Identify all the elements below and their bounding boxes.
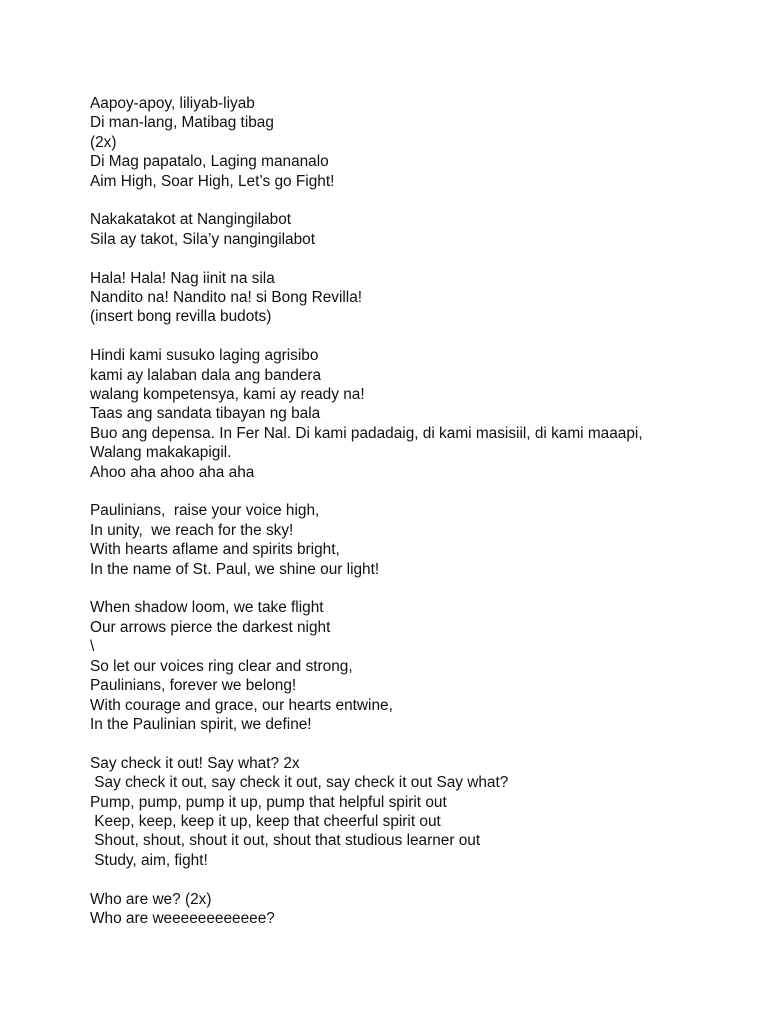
lyric-line: Pump, pump, pump it up, pump that helpful spirit out bbox=[90, 793, 447, 811]
lyric-line: With courage and grace, our hearts entwine, bbox=[90, 696, 393, 714]
stanza bbox=[90, 754, 750, 870]
lyric-line: Di man-lang, Matibag tibag bbox=[90, 114, 274, 132]
lyric-line: Nandito na! Nandito na! si Bong Revilla! bbox=[90, 289, 363, 307]
stanza bbox=[90, 94, 750, 191]
lyric-line: With hearts aflame and spirits bright, bbox=[90, 541, 340, 559]
lyric-line: Say check it out! Say what? 2x bbox=[90, 754, 300, 772]
lyric-line: Study, aim, fight! bbox=[90, 851, 208, 869]
lyric-line: (2x) bbox=[90, 133, 117, 151]
lyric-line: In unity, we reach for the sky! bbox=[90, 521, 294, 539]
lyric-line: In the Paulinian spirit, we define! bbox=[90, 715, 312, 733]
lyric-line: Aapoy-apoy, liliyab-liyab bbox=[90, 95, 255, 112]
stanza bbox=[90, 210, 750, 249]
stanza bbox=[90, 501, 750, 579]
lyric-line: Di Mag papatalo, Laging mananalo bbox=[90, 153, 329, 171]
lyric-line: Walang makakapigil. bbox=[90, 444, 232, 462]
lyric-line: Say check it out, say check it out, say check it out Say what? bbox=[90, 774, 509, 792]
stanza bbox=[90, 890, 750, 929]
stanza bbox=[90, 346, 750, 482]
lyric-line: walang kompetensya, kami ay ready na! bbox=[90, 386, 365, 404]
stanza bbox=[90, 269, 750, 327]
lyric-line: In the name of St. Paul, we shine our light! bbox=[90, 560, 380, 578]
lyric-line: Keep, keep, keep it up, keep that cheerful spirit out bbox=[90, 812, 441, 830]
lyric-line: Who are we? (2x) bbox=[90, 890, 212, 908]
lyric-line: Shout, shout, shout it out, shout that studious learner out bbox=[90, 832, 481, 850]
lyric-line: Paulinians, forever we belong! bbox=[90, 677, 297, 695]
lyric-line: Our arrows pierce the darkest night bbox=[90, 618, 331, 636]
lyric-line: Hindi kami susuko laging agrisibo bbox=[90, 347, 319, 365]
lyric-line: \ bbox=[90, 638, 95, 656]
lyric-line: (insert bong revilla budots) bbox=[90, 308, 272, 326]
lyric-line: Aim High, Soar High, Let’s go Fight! bbox=[90, 172, 335, 190]
lyric-line: kami ay lalaban dala ang bandera bbox=[90, 366, 322, 384]
lyric-line: Nakakatakot at Nangingilabot bbox=[90, 211, 292, 229]
lyric-line: So let our voices ring clear and strong, bbox=[90, 657, 353, 675]
lyric-line: Who are weeeeeeeeeeee? bbox=[90, 909, 275, 927]
lyric-line: Hala! Hala! Nag iinit na sila bbox=[90, 269, 275, 287]
lyric-line: Paulinians, raise your voice high, bbox=[90, 502, 320, 520]
stanza bbox=[90, 598, 750, 734]
lyrics-body bbox=[90, 94, 750, 948]
lyric-line: Ahoo aha ahoo aha aha bbox=[90, 463, 255, 481]
lyric-line: Buo ang depensa. In Fer Nal. Di kami padadaig, di kami masisiil, di kami maaapi, bbox=[90, 424, 643, 442]
lyric-line: Sila ay takot, Sila’y nangingilabot bbox=[90, 230, 316, 248]
lyric-line: Taas ang sandata tibayan ng bala bbox=[90, 405, 321, 423]
lyric-line: When shadow loom, we take flight bbox=[90, 599, 324, 617]
